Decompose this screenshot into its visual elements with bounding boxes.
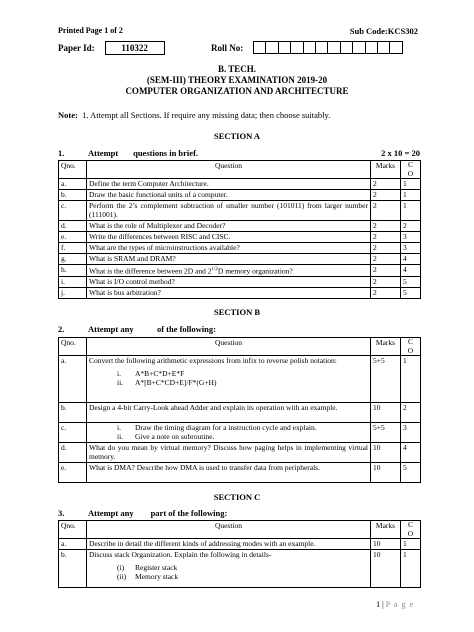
row-marks: 2 <box>371 190 401 201</box>
row-marks: 10 <box>371 550 401 588</box>
row-question <box>87 232 371 243</box>
row-question <box>87 276 371 287</box>
row-question <box>87 423 371 443</box>
table-row <box>59 190 421 201</box>
row-marks: 2 <box>371 179 401 190</box>
instruction: Attempt any of the following: <box>88 324 216 334</box>
row-co: 5 <box>401 287 421 298</box>
row-marks: 10 <box>371 539 401 550</box>
row-qno: a. <box>59 356 87 403</box>
question-text: Write the differences between RISC and CISC. <box>89 232 231 241</box>
row-marks: 2 <box>371 243 401 254</box>
question-text: What is bus arbitration? <box>89 287 161 297</box>
note-label: Note: <box>58 110 78 120</box>
question-text: What is DMA? Describe how DMA is used to transfer data from peripherals. <box>89 463 320 472</box>
sub-question <box>89 563 368 572</box>
roll-no-cell <box>254 42 266 54</box>
row-qno: e. <box>59 232 87 243</box>
superscript: 1/2 <box>211 267 218 272</box>
exam-title: (SEM-III) THEORY EXAMINATION 2019-20 <box>146 75 328 85</box>
row-qno: a. <box>59 179 87 190</box>
row-qno: b. <box>59 190 87 201</box>
roll-no-cell <box>341 42 353 54</box>
sub-question <box>89 423 368 432</box>
table-header <box>59 338 421 356</box>
table-header <box>59 161 421 179</box>
row-qno: d. <box>59 221 87 232</box>
section-a-table <box>58 160 421 299</box>
table-row <box>59 232 421 243</box>
question-text: What is SRAM and DRAM? <box>89 254 176 263</box>
col-marks: Marks <box>371 161 401 179</box>
row-marks: 2 <box>371 221 401 232</box>
printed-page-label: Printed Page 1 of 2 <box>58 26 123 35</box>
paper-id-label: Paper Id: <box>58 43 95 53</box>
col-qno: Qno. <box>59 338 87 356</box>
section-marks: 2 x 10 = 20 <box>381 148 420 158</box>
roll-no-cell <box>366 42 378 54</box>
row-co: 4 <box>401 254 421 265</box>
table-row <box>59 443 421 463</box>
row-qno: j. <box>59 287 87 298</box>
row-co: 3 <box>401 232 421 243</box>
row-co: 1 <box>401 179 421 190</box>
row-qno: c. <box>59 201 87 221</box>
sub-code: Sub Code:KCS302 <box>349 26 418 36</box>
sub-question-text: Draw the timing diagram for a instruction cycle and explain. <box>135 423 317 432</box>
row-question <box>87 287 371 298</box>
instruction: Attempt any part of the following: <box>88 508 228 518</box>
sub-question-text: Give a note on subroutine. <box>135 432 215 441</box>
table-row <box>59 201 421 221</box>
question-text: What is the difference between 2D and 2 <box>89 266 212 276</box>
roll-no-cell <box>390 42 402 54</box>
row-qno: d. <box>59 443 87 463</box>
section-b-title: SECTION B <box>213 307 261 317</box>
sub-question-text: Memory stack <box>135 572 179 581</box>
row-marks: 2 <box>371 287 401 298</box>
table-row <box>59 243 421 254</box>
section-c-table <box>58 520 421 588</box>
row-marks: 2 <box>371 276 401 287</box>
row-qno: i. <box>59 276 87 287</box>
sub-question-numeral: ii. <box>117 432 124 441</box>
row-co: 3 <box>401 423 421 443</box>
sub-question-numeral: ii. <box>117 378 124 387</box>
question-text: What do you mean by virtual memory? Discuss how paging helps in implementing virtual memory. <box>89 443 368 461</box>
roll-no-cell <box>304 42 316 54</box>
row-co: 5 <box>401 276 421 287</box>
table-row <box>59 463 421 483</box>
row-marks: 2 <box>371 254 401 265</box>
roll-no-cell <box>291 42 303 54</box>
col-qno: Qno. <box>59 521 87 539</box>
question-text: Perform the 2’s complement subtraction of smaller number (101011) from larger number (111001). <box>89 201 368 219</box>
row-question <box>87 443 371 463</box>
question-text: What is the role of Multiplexer and Decoder? <box>89 221 226 230</box>
row-co: 1 <box>401 539 421 550</box>
row-qno: a. <box>59 539 87 550</box>
note-text: 1. Attempt all Sections. If require any missing data; then choose suitably. <box>82 110 331 120</box>
col-qno: Qno. <box>59 161 87 179</box>
row-question <box>87 265 371 277</box>
question-text: What are the types of microinstructions available? <box>89 243 240 252</box>
sub-question-numeral: i. <box>117 369 121 378</box>
table-row <box>59 265 421 277</box>
row-marks: 5+5 <box>371 423 401 443</box>
page-word: P a g e <box>385 600 414 609</box>
sub-question <box>89 572 368 581</box>
question-number: 2. <box>58 324 65 334</box>
roll-no-cell <box>353 42 365 54</box>
row-qno: f. <box>59 243 87 254</box>
row-question <box>87 403 371 423</box>
paper-id-row <box>58 40 165 56</box>
sub-question-numeral: (i) <box>117 563 125 572</box>
col-question: Question <box>87 161 371 179</box>
table-row <box>59 221 421 232</box>
row-marks: 2 <box>371 201 401 221</box>
row-question <box>87 190 371 201</box>
sub-question-numeral: (ii) <box>117 572 127 581</box>
row-co: 1 <box>401 550 421 588</box>
table-header <box>59 521 421 539</box>
roll-no-label: Roll No: <box>211 43 244 53</box>
row-co: 1 <box>401 356 421 403</box>
col-question: Question <box>87 521 371 539</box>
instruction: Attempt questions in brief. <box>88 148 199 158</box>
question-text: Design a 4-bit Carry-Look ahead Adder and explain its operation with an example. <box>89 403 338 412</box>
table-row <box>59 403 421 423</box>
row-question <box>87 550 371 588</box>
sub-question-text: A*[B+C*CD+E]/F*(G+H) <box>135 378 217 387</box>
roll-no-grid <box>253 41 403 54</box>
sub-question <box>89 369 368 378</box>
table-row <box>59 539 421 550</box>
table-row <box>59 287 421 298</box>
col-marks: Marks <box>371 338 401 356</box>
table-row <box>59 254 421 265</box>
row-co: 3 <box>401 243 421 254</box>
roll-no-cell <box>316 42 328 54</box>
row-co: 2 <box>401 221 421 232</box>
row-marks: 10 <box>371 463 401 483</box>
sub-question <box>89 432 368 441</box>
section-b-table <box>58 337 421 483</box>
row-marks: 2 <box>371 265 401 277</box>
table-row <box>59 423 421 443</box>
table-row <box>59 276 421 287</box>
degree-title: B. TECH. <box>217 64 257 74</box>
question-text: Draw the basic functional units of a computer. <box>89 190 228 199</box>
paper-id-box: 110322 <box>105 41 165 55</box>
question-number: 1. <box>58 148 65 158</box>
col-co: C O <box>401 521 421 539</box>
col-co: C O <box>401 338 421 356</box>
row-qno: g. <box>59 254 87 265</box>
question-text: Describe in detail the different kinds of addressing modes with an example. <box>89 539 316 548</box>
section-a-title: SECTION A <box>213 131 261 141</box>
page-number: 1 <box>376 600 381 609</box>
col-marks: Marks <box>371 521 401 539</box>
section-a-instruction-line <box>58 148 420 158</box>
subject-title: COMPUTER ORGANIZATION AND ARCHITECTURE <box>125 86 349 96</box>
row-marks: 10 <box>371 443 401 463</box>
question-number: 3. <box>58 508 65 518</box>
sub-question-text: A*B+C*D+E*F <box>135 369 185 378</box>
row-qno: b. <box>59 403 87 423</box>
row-qno: c. <box>59 423 87 443</box>
row-qno: h. <box>59 265 87 277</box>
row-question <box>87 221 371 232</box>
roll-no-cell <box>328 42 340 54</box>
sub-question-numeral: i. <box>117 423 121 432</box>
row-question <box>87 539 371 550</box>
col-co: C O <box>401 161 421 179</box>
question-text: Convert the following arithmetic expressions from infix to reverse polish notation: <box>89 356 337 365</box>
footer-separator: | <box>382 600 384 609</box>
row-question <box>87 254 371 265</box>
row-question <box>87 201 371 221</box>
roll-no-cell <box>266 42 278 54</box>
row-marks: 10 <box>371 403 401 423</box>
row-co: 1 <box>401 201 421 221</box>
note <box>58 110 330 120</box>
question-text: Discuss stack Organization. Explain the following in details- <box>89 550 272 559</box>
col-question: Question <box>87 338 371 356</box>
row-question <box>87 356 371 403</box>
section-c-instruction-line <box>58 508 420 518</box>
question-text: Define the term Computer Architecture. <box>89 179 209 188</box>
row-co: 4 <box>401 265 421 277</box>
roll-no-cell <box>279 42 291 54</box>
question-text-after: D memory organization? <box>217 266 293 276</box>
roll-no-cell <box>378 42 390 54</box>
row-question <box>87 179 371 190</box>
row-co: 5 <box>401 463 421 483</box>
table-row <box>59 356 421 403</box>
section-c-title: SECTION C <box>213 492 261 502</box>
page-footer <box>376 600 414 609</box>
question-text: What is I/O control method? <box>89 276 175 286</box>
row-co: 4 <box>401 443 421 463</box>
row-marks: 2 <box>371 232 401 243</box>
sub-question-text: Register stack <box>135 563 178 572</box>
row-qno: e. <box>59 463 87 483</box>
row-marks: 5+5 <box>371 356 401 403</box>
table-row <box>59 179 421 190</box>
row-question <box>87 243 371 254</box>
row-co: 1 <box>401 190 421 201</box>
sub-question <box>89 378 368 387</box>
row-question <box>87 463 371 483</box>
row-co: 2 <box>401 403 421 423</box>
row-qno: b. <box>59 550 87 588</box>
section-b-instruction-line <box>58 324 420 334</box>
table-row <box>59 550 421 588</box>
